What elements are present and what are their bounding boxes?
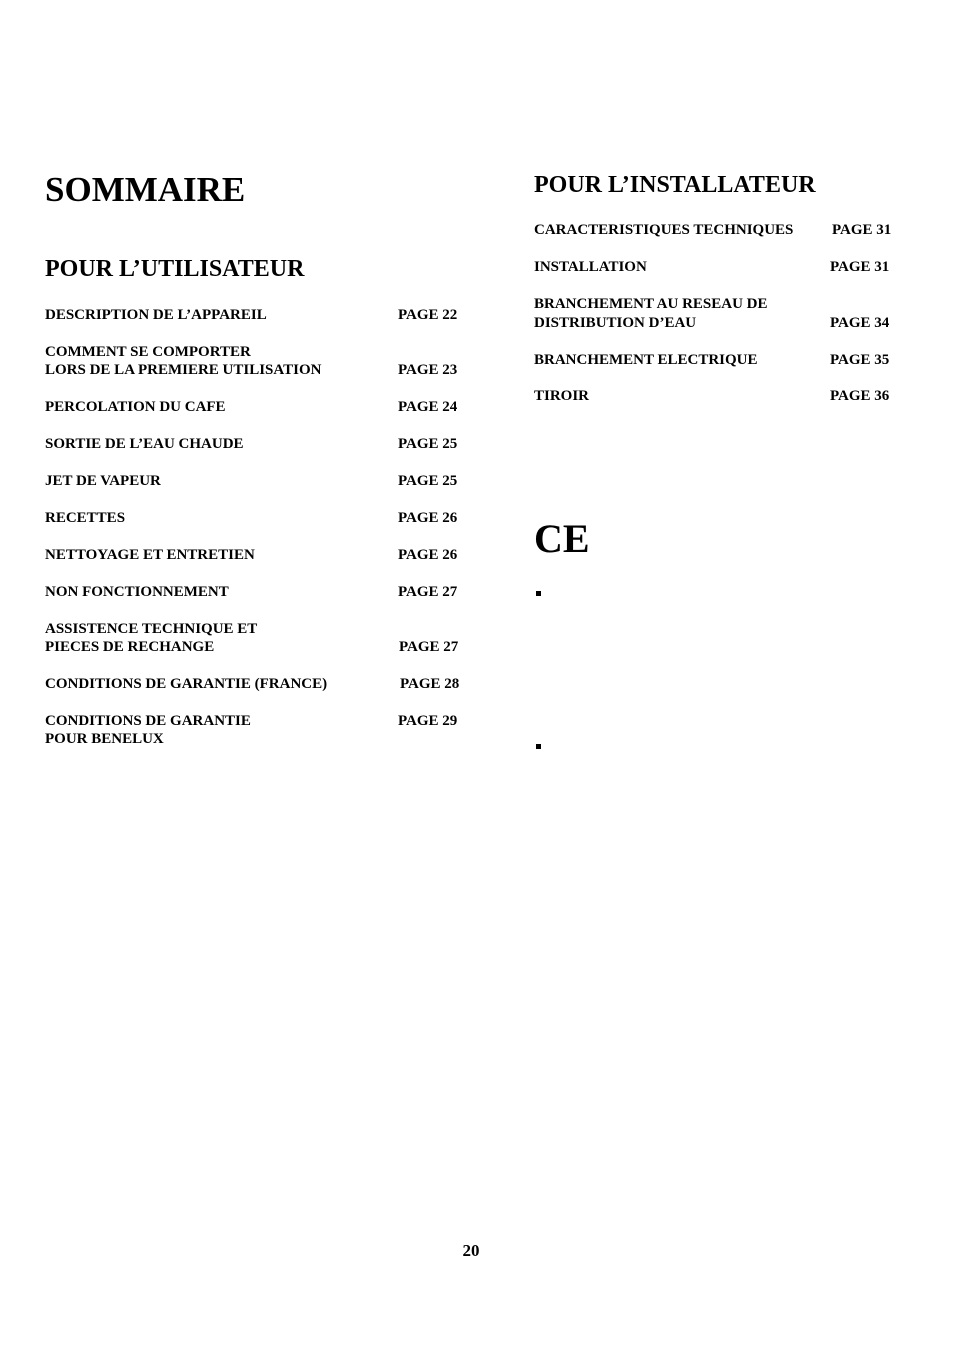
toc-entry-label: BRANCHEMENT ELECTRIQUE bbox=[534, 352, 758, 368]
toc-entry-page: PAGE 28 bbox=[400, 676, 460, 692]
toc-entry-label: NON FONCTIONNEMENT bbox=[45, 584, 229, 600]
toc-entry-page: PAGE 25 bbox=[398, 473, 458, 489]
toc-entry-page: PAGE 35 bbox=[830, 352, 890, 368]
toc-entry-page: PAGE 24 bbox=[398, 399, 458, 415]
bullet-marker bbox=[536, 744, 541, 749]
toc-entry-label: INSTALLATION bbox=[534, 259, 647, 275]
installer-section-heading: POUR L’INSTALLATEUR bbox=[534, 172, 816, 198]
bullet-marker bbox=[536, 591, 541, 596]
toc-entry-label: JET DE VAPEUR bbox=[45, 473, 161, 489]
toc-entry-page: PAGE 22 bbox=[398, 307, 458, 323]
toc-entry-label: TIROIR bbox=[534, 388, 590, 404]
user-section-heading: POUR L’UTILISATEUR bbox=[45, 256, 305, 282]
toc-entry-label: DISTRIBUTION D’EAU bbox=[534, 315, 697, 331]
page-number: 20 bbox=[462, 1241, 480, 1260]
toc-entry-page: PAGE 29 bbox=[398, 713, 458, 729]
toc-entry-page: PAGE 23 bbox=[398, 362, 458, 378]
toc-entry-label: ASSISTENCE TECHNIQUE ET bbox=[45, 621, 258, 637]
toc-entry-page: PAGE 31 bbox=[830, 259, 890, 275]
toc-entry-label: COMMENT SE COMPORTER bbox=[45, 344, 251, 360]
toc-entry-label: CARACTERISTIQUES TECHNIQUES bbox=[534, 222, 794, 238]
toc-entry-label: PERCOLATION DU CAFE bbox=[45, 399, 226, 415]
toc-entry-page: PAGE 26 bbox=[398, 510, 458, 526]
toc-entry-label: SORTIE DE L’EAU CHAUDE bbox=[45, 436, 244, 452]
toc-entry-label: DESCRIPTION DE L’APPAREIL bbox=[45, 307, 267, 323]
ce-mark: CE bbox=[534, 516, 590, 561]
toc-entry-page: PAGE 27 bbox=[398, 584, 458, 600]
toc-entry-label: CONDITIONS DE GARANTIE bbox=[45, 713, 251, 729]
toc-entry-label: RECETTES bbox=[45, 510, 126, 526]
toc-entry-page: PAGE 26 bbox=[398, 547, 458, 563]
toc-entry-label: LORS DE LA PREMIERE UTILISATION bbox=[45, 362, 322, 378]
toc-entry-label: NETTOYAGE ET ENTRETIEN bbox=[45, 547, 255, 563]
toc-entry-page: PAGE 31 bbox=[832, 222, 892, 238]
toc-entry-label: PIECES DE RECHANGE bbox=[45, 639, 215, 655]
toc-entry-page: PAGE 34 bbox=[830, 315, 890, 331]
toc-entry-page: PAGE 27 bbox=[399, 639, 459, 655]
toc-entry-page: PAGE 25 bbox=[398, 436, 458, 452]
toc-entry-page: PAGE 36 bbox=[830, 388, 890, 404]
toc-entry-label: BRANCHEMENT AU RESEAU DE bbox=[534, 296, 768, 312]
page-title: SOMMAIRE bbox=[45, 170, 246, 209]
toc-entry-label: POUR BENELUX bbox=[45, 731, 164, 747]
toc-entry-label: CONDITIONS DE GARANTIE (FRANCE) bbox=[45, 676, 328, 692]
